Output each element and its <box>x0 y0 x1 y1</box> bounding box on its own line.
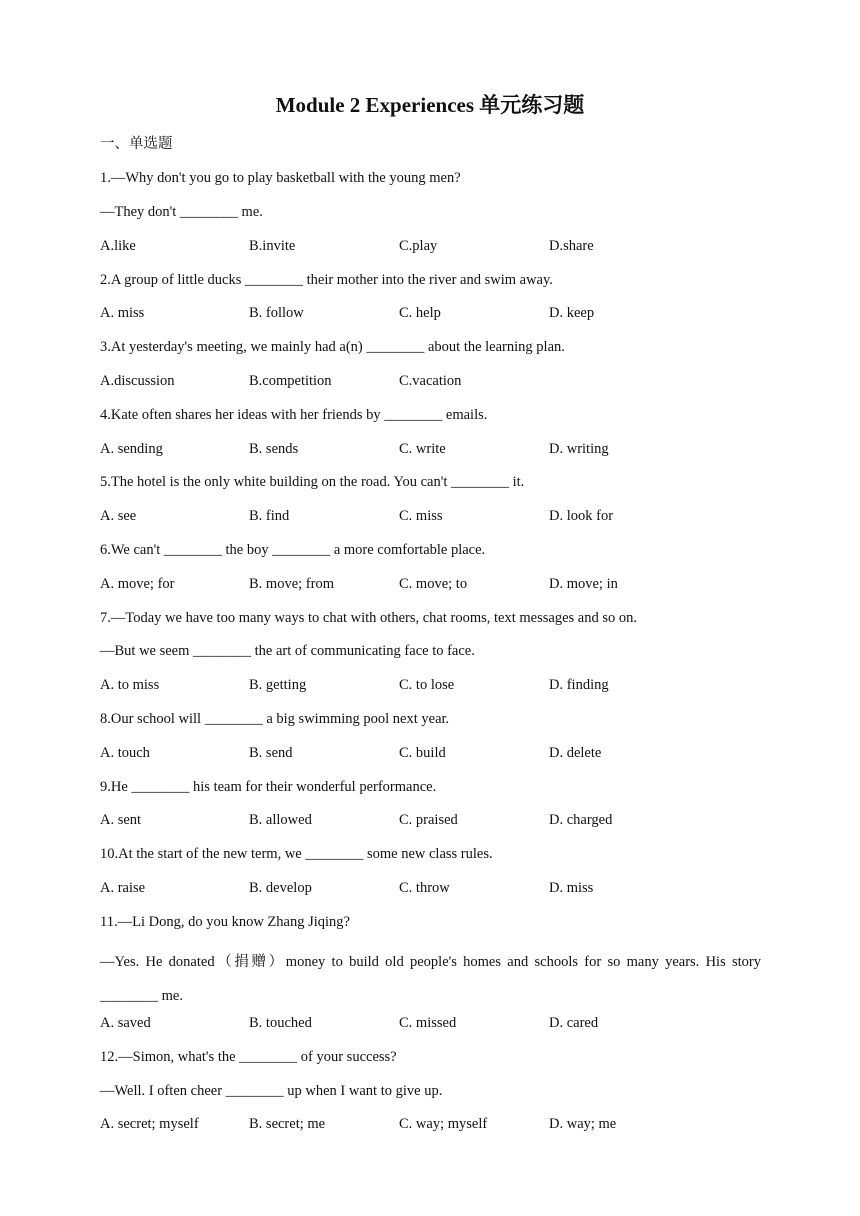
question-5-option-c: C. miss <box>399 508 443 524</box>
question-9-option-a: A. sent <box>100 812 142 828</box>
question-7-option-a: A. to miss <box>100 677 160 693</box>
question-12-option-c: C. way; myself <box>399 1116 488 1132</box>
question-2-stem: 2.A group of little ducks ________ their mother into the river and swim away. <box>100 272 553 288</box>
question-9-option-d: D. charged <box>549 812 613 828</box>
question-2-option-b: B. follow <box>249 305 304 321</box>
question-1-option-c: C.play <box>399 238 438 254</box>
question-11-option-c: C. missed <box>399 1015 457 1031</box>
question-6-option-d: D. move; in <box>549 576 618 592</box>
question-8-option-c: C. build <box>399 745 446 761</box>
question-11-option-b: B. touched <box>249 1015 312 1031</box>
question-9-option-c: C. praised <box>399 812 458 828</box>
question-10-option-d: D. miss <box>549 880 594 896</box>
question-6-option-b: B. move; from <box>249 576 334 592</box>
question-7-option-d: D. finding <box>549 677 609 693</box>
question-10-option-b: B. develop <box>249 880 312 896</box>
question-8-option-a: A. touch <box>100 745 150 761</box>
question-6-option-a: A. move; for <box>100 576 175 592</box>
question-2-option-c: C. help <box>399 305 441 321</box>
question-3-option-c: C.vacation <box>399 373 462 389</box>
question-12-option-a: A. secret; myself <box>100 1116 199 1132</box>
question-6-stem: 6.We can't ________ the boy ________ a more comfortable place. <box>100 542 486 558</box>
question-5-option-b: B. find <box>249 508 290 524</box>
question-5-option-a: A. see <box>100 508 137 524</box>
question-7-option-b: B. getting <box>249 677 307 693</box>
question-12-stem: 12.—Simon, what's the ________ of your success? <box>100 1049 397 1065</box>
section-heading: 一、单选题 <box>100 136 173 152</box>
question-4-option-c: C. write <box>399 441 446 457</box>
question-7-stem: 7.—Today we have too many ways to chat with others, chat rooms, text messages and so on. <box>100 610 637 626</box>
question-3-option-b: B.competition <box>249 373 332 389</box>
question-8-option-b: B. send <box>249 745 293 761</box>
question-1-option-b: B.invite <box>249 238 296 254</box>
question-11-option-d: D. cared <box>549 1015 599 1031</box>
question-11-stem-line2: —Yes. He donated（捐赠）money to build old people's homes and schools for so many years. His story ________ me. <box>100 954 761 1004</box>
question-4-stem: 4.Kate often shares her ideas with her friends by ________ emails. <box>100 407 488 423</box>
question-12-option-b: B. secret; me <box>249 1116 326 1132</box>
question-4-option-a: A. sending <box>100 441 163 457</box>
question-7-stem-line2: —But we seem ________ the art of communicating face to face. <box>100 643 475 659</box>
question-7-option-c: C. to lose <box>399 677 455 693</box>
question-6-option-c: C. move; to <box>399 576 468 592</box>
question-9-option-b: B. allowed <box>249 812 312 828</box>
question-10-stem: 10.At the start of the new term, we ________ some new class rules. <box>100 846 493 862</box>
question-1-stem-line2: —They don't ________ me. <box>100 204 263 220</box>
question-1-option-d: D.share <box>549 238 594 254</box>
question-11-stem: 11.—Li Dong, do you know Zhang Jiqing? <box>100 914 350 930</box>
question-2-option-d: D. keep <box>549 305 595 321</box>
question-5-option-d: D. look for <box>549 508 614 524</box>
question-2-option-a: A. miss <box>100 305 145 321</box>
question-3-option-a: A.discussion <box>100 373 175 389</box>
document-title: Module 2 Experiences 单元练习题 <box>275 93 585 117</box>
question-4-option-b: B. sends <box>249 441 299 457</box>
question-3-stem: 3.At yesterday's meeting, we mainly had a(n) ________ about the learning plan. <box>100 339 565 355</box>
question-8-option-d: D. delete <box>549 745 602 761</box>
question-10-option-c: C. throw <box>399 880 450 896</box>
question-12-stem-line2: —Well. I often cheer ________ up when I want to give up. <box>100 1083 443 1099</box>
question-11-option-a: A. saved <box>100 1015 151 1031</box>
question-8-stem: 8.Our school will ________ a big swimming pool next year. <box>100 711 450 727</box>
question-1-stem: 1.—Why don't you go to play basketball with the young men? <box>100 170 461 186</box>
question-1-option-a: A.like <box>100 238 136 254</box>
question-10-option-a: A. raise <box>100 880 146 896</box>
question-12-option-d: D. way; me <box>549 1116 617 1132</box>
question-5-stem: 5.The hotel is the only white building on the road. You can't ________ it. <box>100 474 525 490</box>
question-4-option-d: D. writing <box>549 441 609 457</box>
question-9-stem: 9.He ________ his team for their wonderful performance. <box>100 779 437 795</box>
